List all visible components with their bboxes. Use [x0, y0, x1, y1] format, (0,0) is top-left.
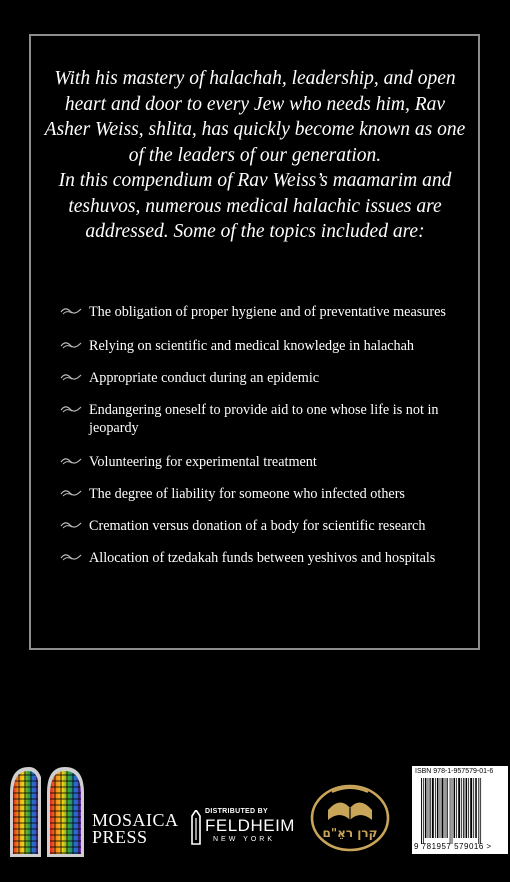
swirl-bullet-icon: [60, 340, 82, 350]
topic-item: [60, 369, 460, 387]
feldheim-mark-icon: [191, 810, 201, 846]
intro-paragraph-2: In this compendium of Rav Weiss’s maamarim and teshuvos, numerous medical halachic issues are addressed. Some of the topics included are:: [58, 170, 452, 242]
topic-item: [60, 401, 460, 437]
swirl-bullet-icon: [60, 372, 82, 382]
topic-label: The obligation of proper hygiene and of preventative measures: [89, 304, 446, 320]
distributor-name: FELDHEIM: [205, 816, 295, 835]
keren-raem-text: קרן ראֵ"ם: [322, 826, 378, 840]
swirl-bullet-icon: [60, 306, 82, 316]
barcode-digits: 9 781957 579016 >: [414, 842, 492, 851]
topic-item: [60, 517, 460, 535]
keren-raem-logo-icon: [310, 780, 390, 852]
swirl-bullet-icon: [60, 488, 82, 498]
topic-item: [60, 485, 460, 503]
topic-label: Allocation of tzedakah funds between yeshivos and hospitals: [89, 550, 436, 566]
topic-label: Endangering oneself to provide aid to one whose life is not in jeopardy: [89, 402, 439, 436]
topic-label: Cremation versus donation of a body for scientific research: [89, 518, 426, 534]
feldheim-logo: [191, 808, 295, 848]
swirl-bullet-icon: [60, 404, 82, 414]
distributed-by-label: DISTRIBUTED BY: [205, 808, 268, 815]
topic-item: [60, 303, 460, 321]
isbn-label: ISBN 978-1-957579-01-6: [415, 768, 494, 775]
publisher-name: [92, 812, 179, 846]
mosaica-logo-icon: [7, 763, 87, 859]
swirl-bullet-icon: [60, 520, 82, 530]
barcode-icon: [421, 778, 483, 844]
topic-label: The degree of liability for someone who infected others: [89, 486, 405, 502]
swirl-bullet-icon: [60, 552, 82, 562]
publisher-line-2: PRESS: [92, 827, 148, 847]
topic-label: Appropriate conduct during an epidemic: [89, 370, 320, 386]
topic-item: [60, 453, 460, 471]
publisher-line-1: MOSAICA: [92, 810, 179, 830]
topic-item: [60, 337, 460, 355]
topic-label: Relying on scientific and medical knowledge in halachah: [89, 338, 415, 354]
distributor-city: NEW YORK: [213, 836, 275, 843]
isbn-barcode-block: [412, 766, 508, 854]
intro-text: [44, 66, 466, 245]
topics-list: [60, 303, 460, 581]
topic-item: [60, 549, 460, 567]
topic-label: Volunteering for experimental treatment: [89, 454, 317, 470]
swirl-bullet-icon: [60, 456, 82, 466]
intro-paragraph-1: With his mastery of halachah, leadership, and open heart and door to every Jew who needs him, Rav Asher Weiss, shlita, has quickly become known as one of the leaders of our generation.: [44, 68, 466, 166]
